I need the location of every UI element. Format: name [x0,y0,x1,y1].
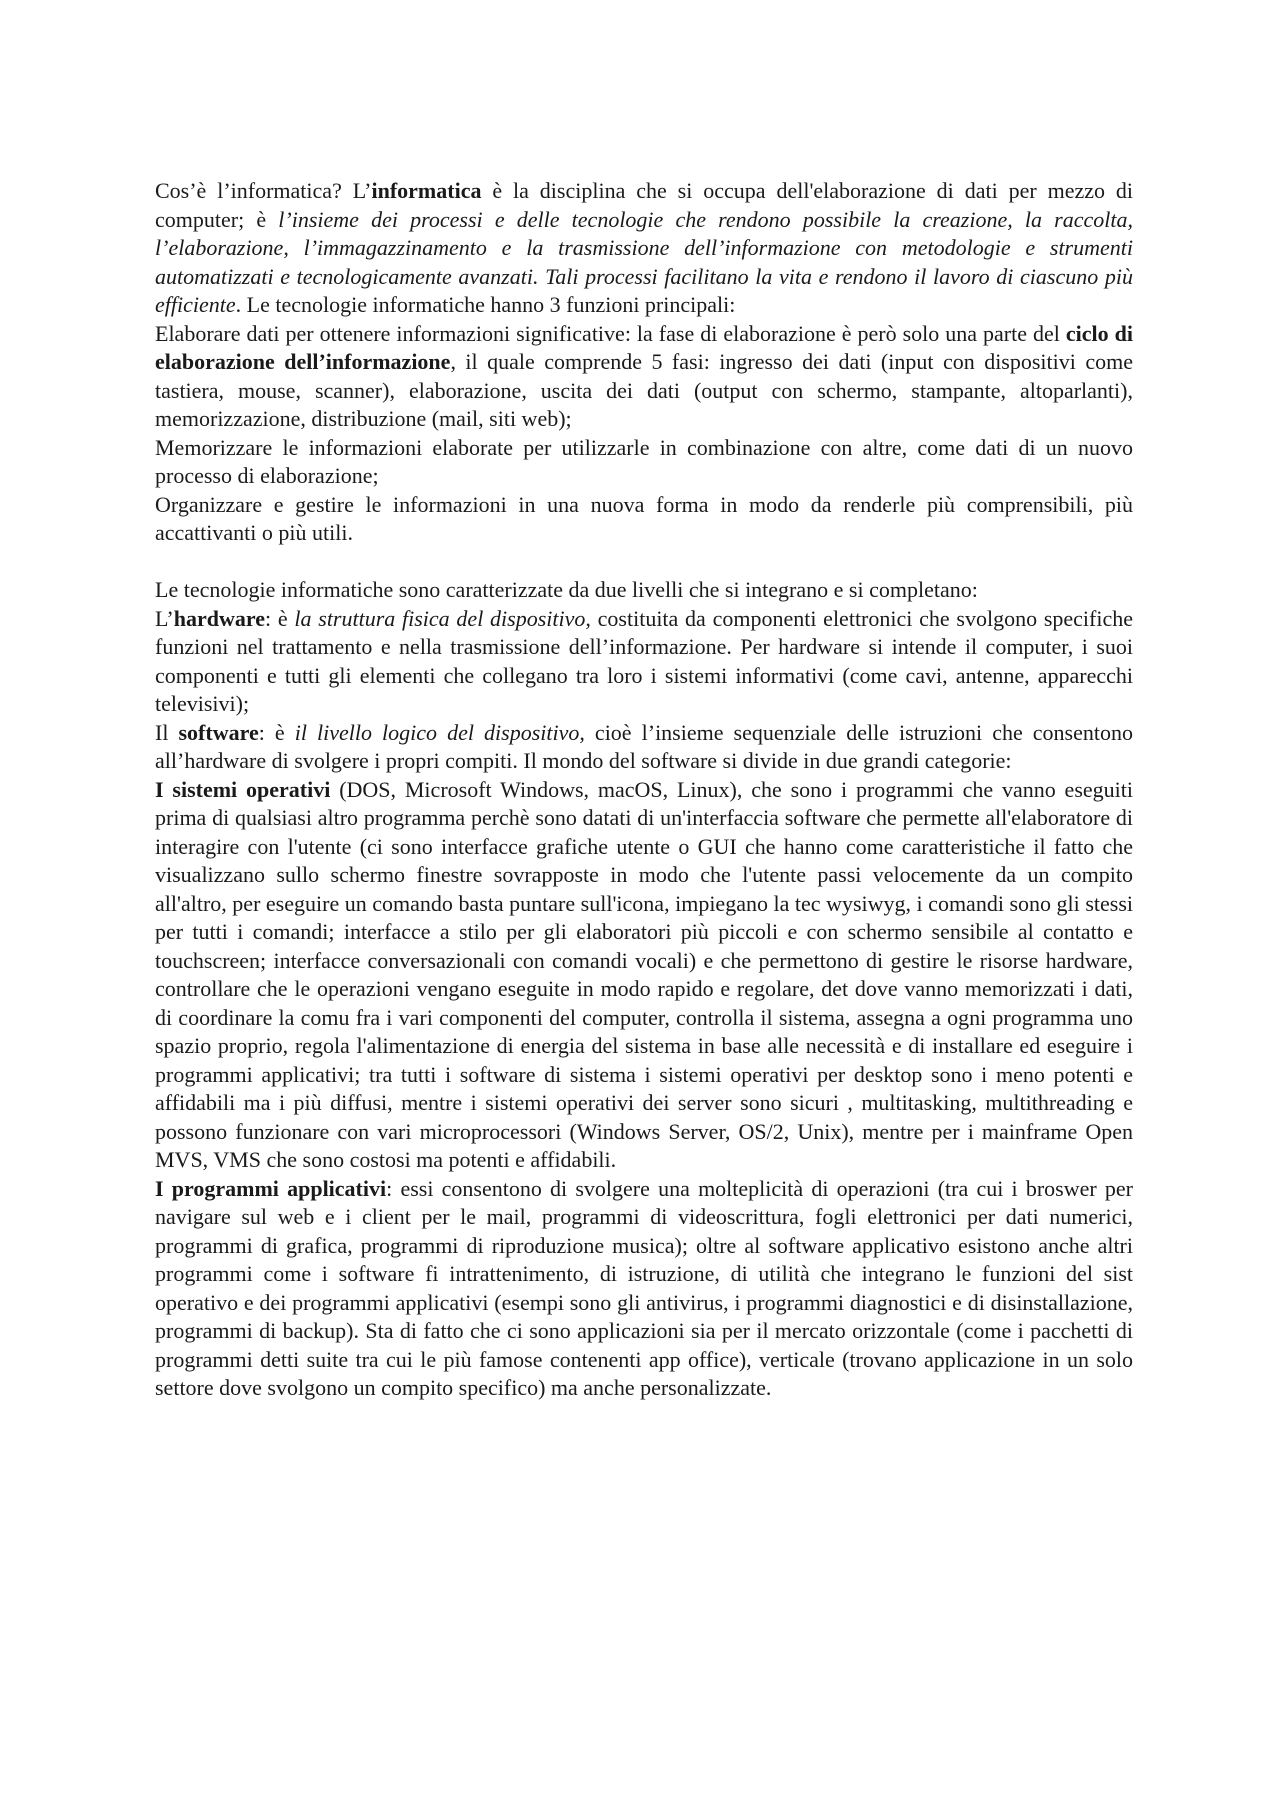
paragraph-function-3 [155,491,1133,548]
text-run: Organizzare e gestire le informazioni in una nuova forma in modo da renderle più comprensibili, più accattivanti o più utili. [155,491,1133,545]
text-run: : è [258,719,295,745]
text-run: cioè l’insieme sequenziale delle istruzioni che consentono all’hardware di svolgere i propri compiti. Il mondo del software si divide in due grandi categorie: [155,719,1133,773]
paragraph-levels [155,576,1133,605]
text-run: Elaborare dati per ottenere informazioni significative: la fase di elaborazione è però solo una parte del [155,320,1066,346]
italic-text: la struttura fisica del dispositivo, [294,605,591,631]
paragraph-operating-systems [155,776,1133,1175]
paragraph-function-1 [155,320,1133,434]
text-run: è la disciplina che si occupa dell'elaborazione di dati per mezzo di computer; è [155,178,1134,232]
paragraph-intro [155,177,1133,320]
text-run: Memorizzare le informazioni elaborate per utilizzarle in combinazione con altre, come dati di un nuovo processo di elaborazione; [155,434,1133,488]
text-run: (DOS, Microsoft Windows, macOS, Linux), che sono i programmi che vanno eseguiti prima di qualsiasi altro programma perchè sono datati di un'interfaccia software che permette all'elaboratore di interagire con l'utente (ci sono interfacce grafiche utente o GUI che hanno come caratteristiche il fatto che visualizzano sullo schermo finestre sovrapposte in modo che l'utente passi velocemente da un compito all'altro, per eseguire un comando basta puntare sull'icona, impiegano la tec wysiwyg, i comandi sono gli stessi per tutti i comandi; interfacce a stilo per gli elaboratori più piccoli e con schermo sensibile al contatto e touchscreen; interfacce conversazionali con comandi vocali) e che permettono di gestire le risorse hardware, controllare che le operazioni vengano eseguite in modo rapido e regolare, det dove vanno memorizzati i dati, di coordinare la comu fra i vari componenti del computer, controlla il sistema, assegna a ogni programma uno spazio proprio, regola l'alimentazione di energia del sistema in base alle necessità e di installare ed eseguire i programmi applicativi; tra tutti i software di sistema i sistemi operativi per desktop sono i meno potenti e affidabili ma i più diffusi, mentre i sistemi operativi dei server sono sicuri , multitasking, multithreading e possono funzionare con vari microprocessori (Windows Server, OS/2, Unix), mentre per i mainframe Open MVS, VMS che sono costosi ma potenti e affidabili. [155,776,1133,1172]
bold-term: informatica [371,178,482,203]
text-run: , il quale comprende 5 fasi: ingresso dei dati (input con dispositivi come tastiera, mouse, scanner), elaborazione, uscita dei dati (output con schermo, stampante, altoparlanti), memorizzazione, distribuzione (mail, siti web); [155,349,1134,431]
text-run: : essi consentono di svolgere una molteplicità di operazioni (tra cui i broswer per navigare sul web e i client per le mail, programmi di videoscrittura, fogli elettronici per dati numerici, programmi di grafica, programmi di riproduzione musica); oltre al software applicativo esistono anche altri programmi come i software fi intrattenimento, di istruzione, di utilità che integrano le funzioni del sist operativo e dei programmi applicativi (esempi sono gli antivirus, i programmi diagnostici e di disinstallazione, programmi di backup). Sta di fatto che ci sono applicazioni sia per il mercato orizzontale (come i pacchetti di programmi detti suite tra cui le più famose contenenti app office), verticale (trovano applicazione in un solo settore dove svolgono un compito specifico) ma anche personalizzate. [155,1175,1133,1400]
italic-text: il livello logico del dispositivo, [294,719,585,745]
paragraph-software [155,719,1133,776]
text-run: costituita da componenti elettronici che svolgono specifiche funzioni nel trattamento e nella trasmissione dell’informazione. Per hardware si intende il computer, i suoi componenti e tutti gli elementi che collegano tra loro i sistemi informativi (come cavi, antenne, apparecchi televisivi); [155,605,1133,716]
text-run: : è [265,605,295,631]
text-run: L’ [155,605,174,631]
bold-term: ciclo di elaborazione dell’informazione [155,320,1133,374]
text-run: Cos’è l’informatica? L’ [155,178,372,203]
document-page [155,177,1133,1403]
italic-text: l’insieme dei processi e delle tecnologie che rendono possibile la creazione, la raccolta, l’elaborazione, l’immagazzinamento e la trasmissione dell’informazione con metodologie e strumenti automatizzati e tecnologicamente avanzati. Tali processi facilitano la vita e rendono il lavoro di ciascuno più efficiente [155,206,1133,317]
bold-term: I sistemi operativi [155,776,331,802]
bold-term: I programmi applicativi [155,1175,387,1201]
paragraph-hardware [155,605,1133,719]
text-run: Le tecnologie informatiche sono caratterizzate da due livelli che si integrano e si completano: [155,577,978,602]
paragraph-applications [155,1175,1133,1403]
bold-term: software [178,719,259,745]
text-run: Il [155,719,179,745]
paragraph-gap [155,548,1133,577]
paragraph-function-2 [155,434,1133,491]
text-run: . Le tecnologie informatiche hanno 3 funzioni principali: [235,292,736,317]
bold-term: hardware [173,605,266,631]
